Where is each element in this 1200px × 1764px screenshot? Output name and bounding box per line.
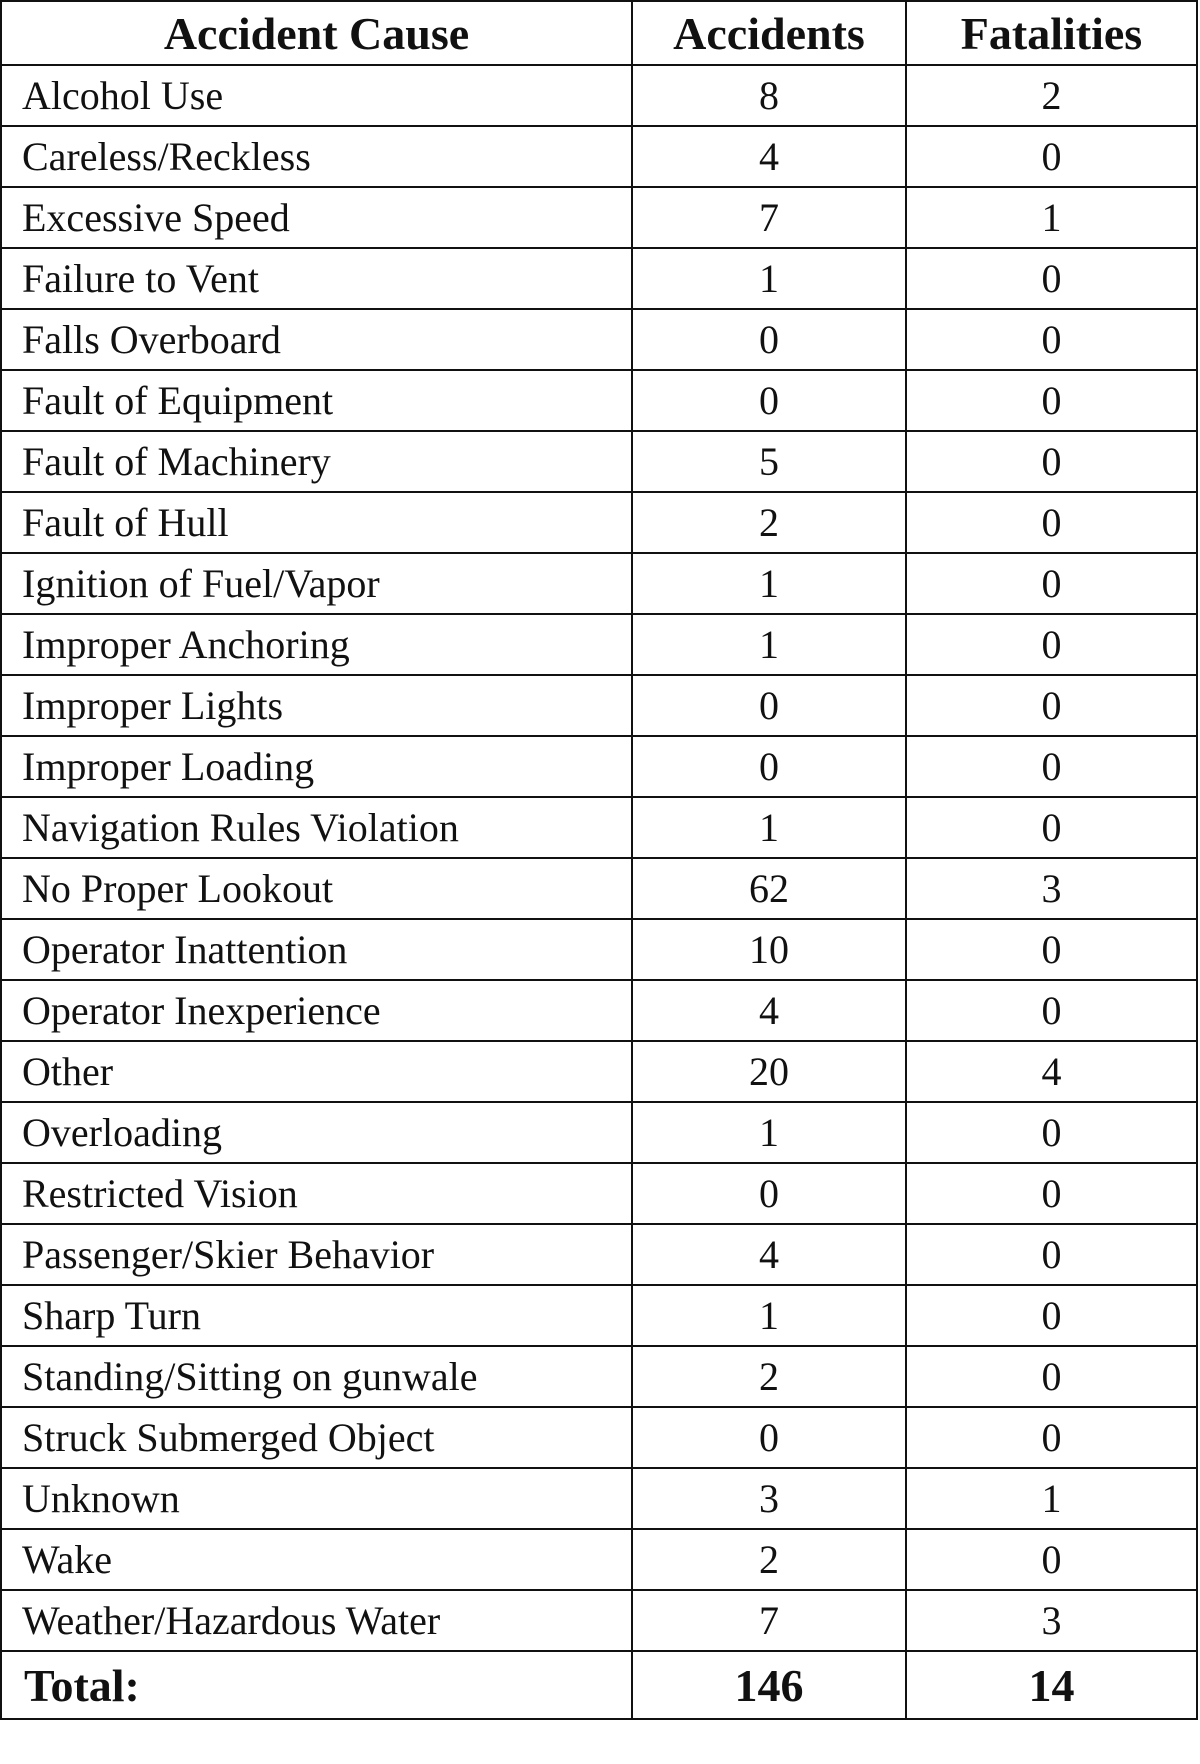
cause-cell: Improper Lights bbox=[1, 675, 632, 736]
fatalities-cell: 0 bbox=[906, 797, 1197, 858]
fatalities-cell: 0 bbox=[906, 736, 1197, 797]
cause-cell: Navigation Rules Violation bbox=[1, 797, 632, 858]
header-accident-cause: Accident Cause bbox=[1, 1, 632, 65]
cause-cell: Improper Loading bbox=[1, 736, 632, 797]
table-row bbox=[1, 1346, 1197, 1407]
accidents-cell: 5 bbox=[632, 431, 906, 492]
fatalities-cell: 0 bbox=[906, 1163, 1197, 1224]
cause-cell: Passenger/Skier Behavior bbox=[1, 1224, 632, 1285]
fatalities-cell: 3 bbox=[906, 1590, 1197, 1651]
cause-cell: Operator Inattention bbox=[1, 919, 632, 980]
fatalities-cell: 0 bbox=[906, 492, 1197, 553]
fatalities-cell: 1 bbox=[906, 1468, 1197, 1529]
accidents-cell: 10 bbox=[632, 919, 906, 980]
cause-cell: No Proper Lookout bbox=[1, 858, 632, 919]
cause-cell: Struck Submerged Object bbox=[1, 1407, 632, 1468]
table-row bbox=[1, 858, 1197, 919]
table-row bbox=[1, 370, 1197, 431]
cause-cell: Ignition of Fuel/Vapor bbox=[1, 553, 632, 614]
cause-cell: Improper Anchoring bbox=[1, 614, 632, 675]
table-row bbox=[1, 1102, 1197, 1163]
accidents-cell: 4 bbox=[632, 1224, 906, 1285]
accidents-cell: 2 bbox=[632, 1529, 906, 1590]
fatalities-cell: 3 bbox=[906, 858, 1197, 919]
fatalities-cell: 0 bbox=[906, 1529, 1197, 1590]
cause-cell: Careless/Reckless bbox=[1, 126, 632, 187]
fatalities-cell: 0 bbox=[906, 675, 1197, 736]
table-row bbox=[1, 1468, 1197, 1529]
header-accidents: Accidents bbox=[632, 1, 906, 65]
accidents-cell: 1 bbox=[632, 248, 906, 309]
table-row bbox=[1, 309, 1197, 370]
fatalities-cell: 0 bbox=[906, 1224, 1197, 1285]
accidents-cell: 0 bbox=[632, 675, 906, 736]
total-row bbox=[1, 1651, 1197, 1719]
cause-cell: Falls Overboard bbox=[1, 309, 632, 370]
table-body bbox=[1, 65, 1197, 1651]
fatalities-cell: 1 bbox=[906, 187, 1197, 248]
accidents-cell: 0 bbox=[632, 309, 906, 370]
accidents-cell: 0 bbox=[632, 370, 906, 431]
table-row bbox=[1, 187, 1197, 248]
fatalities-cell: 0 bbox=[906, 553, 1197, 614]
cause-cell: Failure to Vent bbox=[1, 248, 632, 309]
cause-cell: Wake bbox=[1, 1529, 632, 1590]
accidents-cell: 0 bbox=[632, 736, 906, 797]
cause-cell: Unknown bbox=[1, 1468, 632, 1529]
cause-cell: Weather/Hazardous Water bbox=[1, 1590, 632, 1651]
table-row bbox=[1, 614, 1197, 675]
table-row bbox=[1, 1285, 1197, 1346]
accidents-cell: 4 bbox=[632, 980, 906, 1041]
table-row bbox=[1, 431, 1197, 492]
fatalities-cell: 0 bbox=[906, 919, 1197, 980]
fatalities-cell: 4 bbox=[906, 1041, 1197, 1102]
header-fatalities: Fatalities bbox=[906, 1, 1197, 65]
total-fatalities: 14 bbox=[906, 1651, 1197, 1719]
accidents-cell: 7 bbox=[632, 187, 906, 248]
cause-cell: Excessive Speed bbox=[1, 187, 632, 248]
fatalities-cell: 0 bbox=[906, 1285, 1197, 1346]
cause-cell: Fault of Equipment bbox=[1, 370, 632, 431]
cause-cell: Standing/Sitting on gunwale bbox=[1, 1346, 632, 1407]
fatalities-cell: 0 bbox=[906, 126, 1197, 187]
accidents-cell: 2 bbox=[632, 1346, 906, 1407]
cause-cell: Alcohol Use bbox=[1, 65, 632, 126]
table-row bbox=[1, 1590, 1197, 1651]
accidents-cell: 7 bbox=[632, 1590, 906, 1651]
total-accidents: 146 bbox=[632, 1651, 906, 1719]
table-row bbox=[1, 736, 1197, 797]
table-row bbox=[1, 65, 1197, 126]
accidents-cell: 2 bbox=[632, 492, 906, 553]
table-row bbox=[1, 1163, 1197, 1224]
table-row bbox=[1, 248, 1197, 309]
table-row bbox=[1, 675, 1197, 736]
accidents-cell: 1 bbox=[632, 1285, 906, 1346]
fatalities-cell: 0 bbox=[906, 614, 1197, 675]
table-row bbox=[1, 1041, 1197, 1102]
fatalities-cell: 2 bbox=[906, 65, 1197, 126]
table-row bbox=[1, 1529, 1197, 1590]
fatalities-cell: 0 bbox=[906, 1346, 1197, 1407]
total-label: Total: bbox=[1, 1651, 632, 1719]
table-row bbox=[1, 1407, 1197, 1468]
table-row bbox=[1, 492, 1197, 553]
accidents-cell: 0 bbox=[632, 1407, 906, 1468]
table-row bbox=[1, 980, 1197, 1041]
table-row bbox=[1, 1224, 1197, 1285]
accidents-cell: 0 bbox=[632, 1163, 906, 1224]
accidents-cell: 8 bbox=[632, 65, 906, 126]
table-row bbox=[1, 553, 1197, 614]
cause-cell: Overloading bbox=[1, 1102, 632, 1163]
cause-cell: Other bbox=[1, 1041, 632, 1102]
cause-cell: Restricted Vision bbox=[1, 1163, 632, 1224]
accidents-cell: 1 bbox=[632, 553, 906, 614]
cause-cell: Operator Inexperience bbox=[1, 980, 632, 1041]
accidents-cell: 3 bbox=[632, 1468, 906, 1529]
fatalities-cell: 0 bbox=[906, 980, 1197, 1041]
table-row bbox=[1, 126, 1197, 187]
accidents-cell: 1 bbox=[632, 614, 906, 675]
fatalities-cell: 0 bbox=[906, 431, 1197, 492]
table-row bbox=[1, 919, 1197, 980]
cause-cell: Fault of Machinery bbox=[1, 431, 632, 492]
fatalities-cell: 0 bbox=[906, 248, 1197, 309]
table-header-row bbox=[1, 1, 1197, 65]
fatalities-cell: 0 bbox=[906, 1102, 1197, 1163]
cause-cell: Fault of Hull bbox=[1, 492, 632, 553]
table-row bbox=[1, 797, 1197, 858]
accidents-cell: 62 bbox=[632, 858, 906, 919]
cause-cell: Sharp Turn bbox=[1, 1285, 632, 1346]
fatalities-cell: 0 bbox=[906, 309, 1197, 370]
accidents-cell: 20 bbox=[632, 1041, 906, 1102]
accidents-cell: 1 bbox=[632, 1102, 906, 1163]
fatalities-cell: 0 bbox=[906, 370, 1197, 431]
accidents-cell: 4 bbox=[632, 126, 906, 187]
accidents-cell: 1 bbox=[632, 797, 906, 858]
fatalities-cell: 0 bbox=[906, 1407, 1197, 1468]
